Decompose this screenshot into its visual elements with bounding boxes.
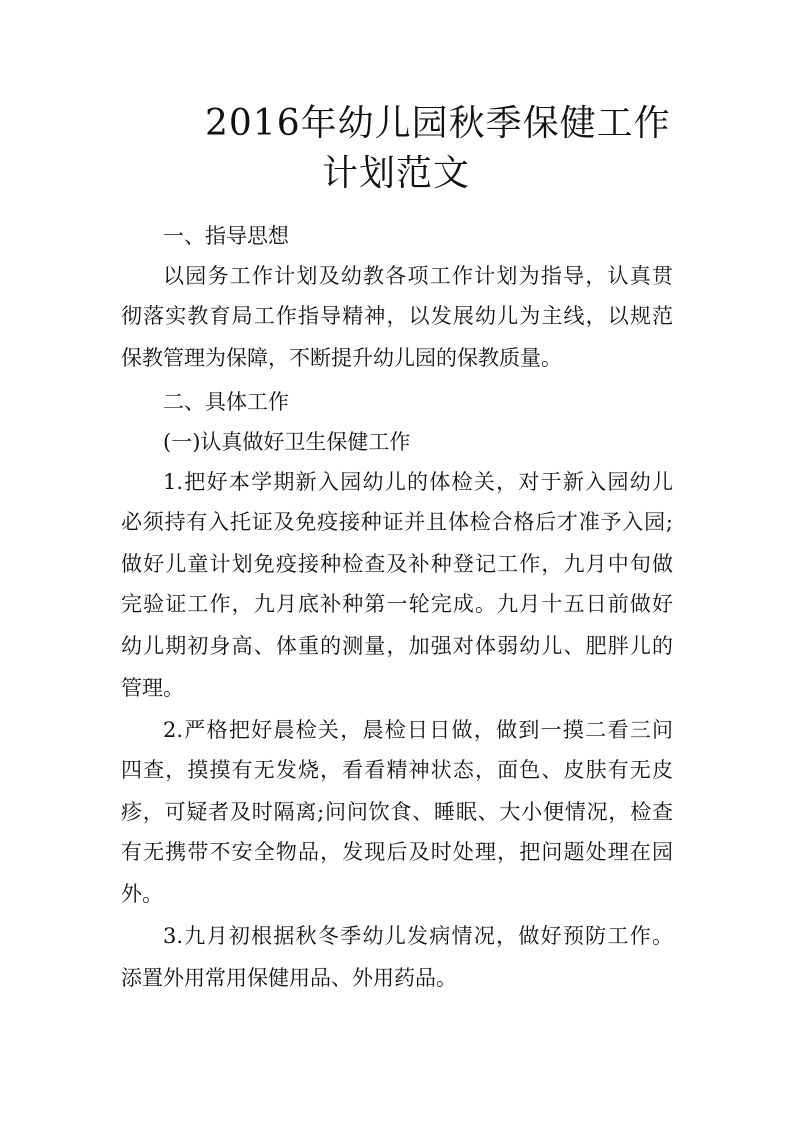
paragraph-line: 添置外用常用保健用品、外用药品。 xyxy=(121,966,457,990)
paragraph-line: 彻落实教育局工作指导精神，以发展幼儿为主线，以规范 xyxy=(121,304,673,328)
title-line-1: 2016年幼儿园秋季保健工作 xyxy=(205,103,671,144)
section-heading-guiding-thought: 一、指导思想 xyxy=(163,224,289,248)
paragraph-line: 必须持有入托证及免疫接种证并且体检合格后才准予入园; xyxy=(121,510,673,534)
subsection-heading-health-care: (一)认真做好卫生保健工作 xyxy=(163,430,411,454)
paragraph-line: 做好儿童计划免疫接种检查及补种登记工作，九月中旬做 xyxy=(121,552,673,576)
paragraph-line: 有无携带不安全物品，发现后及时处理，把问题处理在园 xyxy=(121,840,673,864)
paragraph-line: 四查，摸摸有无发烧，看看精神状态，面色、皮肤有无皮 xyxy=(121,758,673,782)
paragraph-line: 1.把好本学期新入园幼儿的体检关，对于新入园幼儿 xyxy=(163,470,673,494)
paragraph-line: 2.严格把好晨检关，晨检日日做，做到一摸二看三问 xyxy=(163,718,673,742)
section-heading-specific-work: 二、具体工作 xyxy=(163,390,289,414)
paragraph-line: 以园务工作计划及幼教各项工作计划为指导，认真贯 xyxy=(163,264,673,288)
paragraph-line: 3.九月初根据秋冬季幼儿发病情况，做好预防工作。 xyxy=(163,924,673,948)
paragraph-line: 管理。 xyxy=(121,676,184,700)
paragraph-line: 完验证工作，九月底补种第一轮完成。九月十五日前做好 xyxy=(121,592,673,616)
paragraph-line: 幼儿期初身高、体重的测量，加强对体弱幼儿、肥胖儿的 xyxy=(121,634,673,658)
paragraph-line: 外。 xyxy=(121,882,163,906)
title-line-2: 计划范文 xyxy=(322,153,471,194)
paragraph-line: 疹，可疑者及时隔离;问问饮食、睡眠、大小便情况，检查 xyxy=(121,800,673,824)
paragraph-line: 保教管理为保障，不断提升幼儿园的保教质量。 xyxy=(121,346,562,370)
